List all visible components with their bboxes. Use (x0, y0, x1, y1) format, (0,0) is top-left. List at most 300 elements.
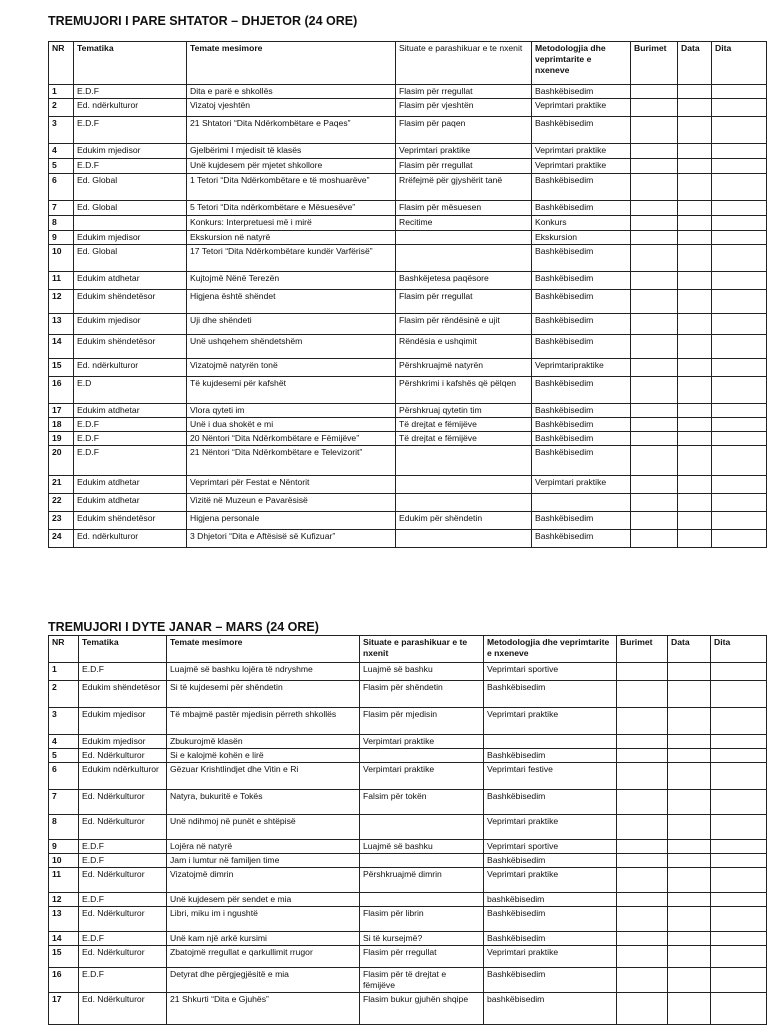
cell-burimet (617, 946, 668, 968)
cell-burimet (631, 231, 678, 245)
cell-tema: Unë kujdesem për mjetet shkollore (187, 159, 396, 174)
cell-metodologjia: Bashkëbisedim (532, 201, 631, 216)
cell-tematika: Edukim mjedisor (74, 144, 187, 159)
cell-tema: Natyra, bukuritë e Tokës (167, 790, 360, 815)
cell-dita (712, 335, 767, 359)
cell-nr: 7 (49, 790, 79, 815)
table-row (49, 681, 767, 708)
header-nr: NR (49, 636, 79, 663)
cell-tematika: E.D.F (79, 893, 167, 907)
cell-nr: 11 (49, 868, 79, 893)
header-dita: Dita (711, 636, 767, 663)
header-tematika: Tematika (74, 42, 187, 85)
cell-tema: 20 Nëntori “Dita Ndërkombëtare e Fëmijëve” (187, 432, 396, 446)
cell-tematika: Ed. Ndërkulturor (79, 946, 167, 968)
cell-situata: Rrëfejmë për gjyshërit tanë (396, 174, 532, 201)
plan-table-q2 (48, 635, 767, 1025)
cell-data (678, 432, 712, 446)
cell-metodologjia: Bashkëbisedim (532, 314, 631, 335)
cell-burimet (617, 840, 668, 854)
cell-data (678, 377, 712, 404)
header-burimet: Burimet (617, 636, 668, 663)
cell-tema: 5 Tetori “Dita ndërkombëtare e Mësuesëve” (187, 201, 396, 216)
cell-nr: 14 (49, 335, 74, 359)
cell-data (678, 231, 712, 245)
cell-dita (712, 99, 767, 117)
cell-tema: Të mbajmë pastër mjedisin përreth shkollës (167, 708, 360, 735)
cell-tematika: Edukim shëndetësor (79, 681, 167, 708)
cell-metodologjia: Veprimtari sportive (484, 840, 617, 854)
cell-nr: 9 (49, 840, 79, 854)
cell-nr: 8 (49, 815, 79, 840)
cell-metodologjia: Bashkëbisedim (484, 681, 617, 708)
cell-tema: Konkurs: Interpretuesi më i mirë (187, 216, 396, 231)
cell-tematika: Edukim mjedisor (79, 708, 167, 735)
cell-tematika: Ed. Ndërkulturor (79, 790, 167, 815)
table-header-row (49, 636, 767, 663)
cell-nr: 1 (49, 85, 74, 99)
cell-tematika: E.D.F (79, 932, 167, 946)
cell-metodologjia: Bashkëbisedim (532, 512, 631, 530)
cell-dita (712, 144, 767, 159)
cell-nr: 5 (49, 159, 74, 174)
cell-dita (711, 735, 767, 749)
cell-nr: 18 (49, 418, 74, 432)
cell-tematika: Edukim shëndetësor (74, 290, 187, 314)
cell-metodologjia: bashkëbisedim (484, 993, 617, 1025)
cell-data (668, 993, 711, 1025)
cell-tema: Lojëra në natyrë (167, 840, 360, 854)
cell-tematika: E.D.F (74, 85, 187, 99)
table-row (49, 201, 767, 216)
cell-tema: Luajmë së bashku lojëra të ndryshme (167, 663, 360, 681)
cell-situata: Përshkruajmë natyrën (396, 359, 532, 377)
cell-nr: 12 (49, 290, 74, 314)
cell-nr: 23 (49, 512, 74, 530)
cell-metodologjia: Bashkëbisedim (532, 418, 631, 432)
cell-situata: Recitime (396, 216, 532, 231)
plan-table-q1 (48, 41, 767, 548)
cell-dita (712, 117, 767, 144)
cell-metodologjia: Veprimtari sportive (484, 663, 617, 681)
cell-situata: Flasim për librin (360, 907, 484, 932)
cell-nr: 4 (49, 144, 74, 159)
cell-tematika: Ed. ndërkulturor (74, 530, 187, 548)
cell-metodologjia: Veprimtari praktike (532, 99, 631, 117)
cell-tema: Unë ushqehem shëndetshëm (187, 335, 396, 359)
cell-situata: Përshkruajmë dimrin (360, 868, 484, 893)
cell-metodologjia: Konkurs (532, 216, 631, 231)
cell-burimet (617, 854, 668, 868)
cell-nr: 15 (49, 946, 79, 968)
cell-nr: 24 (49, 530, 74, 548)
cell-metodologjia: Verpimtari praktike (532, 476, 631, 494)
table-row (49, 763, 767, 790)
table-row (49, 494, 767, 512)
cell-tematika: Edukim ndërkulturor (79, 763, 167, 790)
table-row (49, 840, 767, 854)
cell-dita (711, 708, 767, 735)
cell-burimet (631, 290, 678, 314)
cell-burimet (631, 85, 678, 99)
cell-metodologjia: Ekskursion (532, 231, 631, 245)
cell-data (668, 708, 711, 735)
cell-dita (712, 174, 767, 201)
table-row (49, 290, 767, 314)
cell-dita (712, 418, 767, 432)
cell-data (678, 476, 712, 494)
cell-data (678, 404, 712, 418)
cell-situata: Verpimtari praktike (360, 735, 484, 749)
cell-tema: Zbukurojmë klasën (167, 735, 360, 749)
header-metodologjia: Metodologjia dhe veprimtarite e nxeneve (532, 42, 631, 85)
cell-situata: Flasim për rregullat (360, 946, 484, 968)
cell-tematika: Edukim atdhetar (74, 476, 187, 494)
cell-tema: Unë kam një arkë kursimi (167, 932, 360, 946)
cell-tematika: Ed. Ndërkulturor (79, 868, 167, 893)
cell-metodologjia: Bashkëbisedim (532, 404, 631, 418)
table-row (49, 708, 767, 735)
cell-dita (711, 681, 767, 708)
header-nr: NR (49, 42, 74, 85)
cell-nr: 7 (49, 201, 74, 216)
cell-tematika: Edukim shëndetësor (74, 335, 187, 359)
cell-dita (712, 290, 767, 314)
cell-situata: Përshkruaj qytetin tim (396, 404, 532, 418)
cell-nr: 2 (49, 681, 79, 708)
cell-data (668, 749, 711, 763)
cell-data (668, 946, 711, 968)
cell-dita (711, 907, 767, 932)
cell-tema: Vlora qyteti im (187, 404, 396, 418)
section-1-title: TREMUJORI I PARE SHTATOR – DHJETOR (24 ORE) (48, 14, 358, 28)
header-data: Data (668, 636, 711, 663)
table-row (49, 85, 767, 99)
cell-data (668, 868, 711, 893)
cell-data (668, 854, 711, 868)
cell-tema: Detyrat dhe përgjegjësitë e mia (167, 968, 360, 993)
cell-burimet (631, 144, 678, 159)
table-row (49, 663, 767, 681)
table-row (49, 117, 767, 144)
header-situate: Situate e parashikuar e te nxenit (360, 636, 484, 663)
cell-tema: Vizatojmë natyrën tonë (187, 359, 396, 377)
cell-data (678, 290, 712, 314)
cell-tema: Gëzuar Krishtlindjet dhe Vitin e Ri (167, 763, 360, 790)
cell-metodologjia: Bashkëbisedim (484, 790, 617, 815)
cell-nr: 22 (49, 494, 74, 512)
cell-tema: 1 Tetori “Dita Ndërkombëtare e të moshuarëve” (187, 174, 396, 201)
cell-burimet (631, 530, 678, 548)
cell-burimet (631, 201, 678, 216)
table-row (49, 432, 767, 446)
cell-burimet (631, 359, 678, 377)
cell-burimet (617, 893, 668, 907)
cell-burimet (617, 868, 668, 893)
cell-situata: Flasim për rëndësinë e ujit (396, 314, 532, 335)
cell-tematika: Edukim mjedisor (74, 314, 187, 335)
cell-metodologjia: Bashkëbisedim (532, 85, 631, 99)
cell-data (678, 245, 712, 272)
header-temate: Temate mesimore (167, 636, 360, 663)
cell-burimet (631, 117, 678, 144)
cell-tematika: E.D.F (74, 432, 187, 446)
cell-tema: Libri, miku im i ngushtë (167, 907, 360, 932)
cell-situata (396, 476, 532, 494)
cell-tematika: Ed. Global (74, 174, 187, 201)
cell-data (668, 790, 711, 815)
cell-tema: Kujtojmë Nënë Terezën (187, 272, 396, 290)
cell-tema: Jam i lumtur në familjen time (167, 854, 360, 868)
cell-nr: 10 (49, 854, 79, 868)
cell-burimet (631, 245, 678, 272)
cell-data (678, 446, 712, 476)
cell-dita (711, 663, 767, 681)
cell-tematika: Ed. Ndërkulturor (79, 815, 167, 840)
cell-metodologjia: Veprimtari praktike (484, 946, 617, 968)
cell-data (678, 216, 712, 231)
cell-situata: Edukim për shëndetin (396, 512, 532, 530)
cell-situata (396, 494, 532, 512)
cell-tema: Vizatojmë dimrin (167, 868, 360, 893)
cell-metodologjia: Bashkëbisedim (532, 446, 631, 476)
cell-tema: Higjena është shëndet (187, 290, 396, 314)
table-row (49, 272, 767, 290)
cell-metodologjia: Bashkëbisedim (484, 932, 617, 946)
cell-situata (396, 530, 532, 548)
cell-dita (711, 790, 767, 815)
cell-data (678, 335, 712, 359)
cell-situata (396, 231, 532, 245)
table-row (49, 99, 767, 117)
table-row (49, 144, 767, 159)
cell-tematika: Ed. Global (74, 201, 187, 216)
cell-metodologjia: Bashkëbisedim (484, 907, 617, 932)
header-tematika: Tematika (79, 636, 167, 663)
cell-dita (711, 932, 767, 946)
cell-dita (711, 946, 767, 968)
cell-nr: 21 (49, 476, 74, 494)
cell-burimet (617, 790, 668, 815)
cell-burimet (631, 404, 678, 418)
cell-data (678, 99, 712, 117)
cell-nr: 20 (49, 446, 74, 476)
cell-metodologjia: bashkëbisedim (484, 893, 617, 907)
cell-nr: 3 (49, 117, 74, 144)
cell-tema: Të kujdesemi për kafshët (187, 377, 396, 404)
cell-situata: Falsim për tokën (360, 790, 484, 815)
cell-burimet (631, 314, 678, 335)
table-row (49, 231, 767, 245)
cell-nr: 2 (49, 99, 74, 117)
cell-metodologjia: Bashkëbisedim (532, 530, 631, 548)
cell-dita (711, 854, 767, 868)
table-row (49, 854, 767, 868)
cell-situata: Të drejtat e fëmijëve (396, 432, 532, 446)
table-row (49, 512, 767, 530)
table-row (49, 790, 767, 815)
cell-tematika: E.D.F (79, 840, 167, 854)
cell-tematika: Edukim atdhetar (74, 272, 187, 290)
cell-tema: Gjelbërimi I mjedisit të klasës (187, 144, 396, 159)
cell-data (668, 840, 711, 854)
cell-nr: 6 (49, 174, 74, 201)
cell-dita (712, 272, 767, 290)
cell-dita (711, 840, 767, 854)
cell-nr: 17 (49, 404, 74, 418)
cell-tema: 21 Shkurti “Dita e Gjuhës” (167, 993, 360, 1025)
cell-dita (712, 159, 767, 174)
table-row (49, 893, 767, 907)
cell-nr: 12 (49, 893, 79, 907)
cell-nr: 5 (49, 749, 79, 763)
cell-dita (712, 494, 767, 512)
cell-tematika: Edukim shëndetësor (74, 512, 187, 530)
table-row (49, 404, 767, 418)
cell-situata: Flasim për rregullat (396, 85, 532, 99)
cell-data (678, 144, 712, 159)
cell-tema: 17 Tetori “Dita Ndërkombëtare kundër Varfërisë” (187, 245, 396, 272)
cell-dita (711, 749, 767, 763)
cell-metodologjia: Veprimtari festive (484, 763, 617, 790)
cell-metodologjia: Bashkëbisedim (532, 245, 631, 272)
cell-nr: 15 (49, 359, 74, 377)
cell-tematika: E.D.F (79, 663, 167, 681)
cell-tematika: Edukim atdhetar (74, 494, 187, 512)
cell-burimet (617, 907, 668, 932)
cell-situata (360, 749, 484, 763)
cell-nr: 9 (49, 231, 74, 245)
cell-nr: 17 (49, 993, 79, 1025)
header-dita: Dita (712, 42, 767, 85)
cell-dita (711, 815, 767, 840)
table-row (49, 216, 767, 231)
cell-situata (360, 815, 484, 840)
cell-dita (712, 446, 767, 476)
header-data: Data (678, 42, 712, 85)
header-burimet: Burimet (631, 42, 678, 85)
cell-tematika: Ed. Ndërkulturor (79, 993, 167, 1025)
cell-tematika: E.D.F (79, 854, 167, 868)
cell-dita (712, 231, 767, 245)
cell-nr: 3 (49, 708, 79, 735)
cell-dita (712, 512, 767, 530)
cell-burimet (631, 335, 678, 359)
cell-tematika: Edukim atdhetar (74, 404, 187, 418)
cell-situata (396, 245, 532, 272)
cell-nr: 19 (49, 432, 74, 446)
cell-dita (712, 530, 767, 548)
cell-situata: Verpimtari praktike (360, 763, 484, 790)
cell-dita (711, 868, 767, 893)
cell-data (678, 530, 712, 548)
table-row (49, 377, 767, 404)
cell-tematika (74, 216, 187, 231)
cell-nr: 13 (49, 907, 79, 932)
cell-metodologjia: Bashkëbisedim (532, 335, 631, 359)
cell-burimet (631, 418, 678, 432)
cell-data (678, 159, 712, 174)
cell-data (668, 663, 711, 681)
cell-dita (712, 476, 767, 494)
cell-tematika: E.D.F (74, 159, 187, 174)
cell-dita (711, 893, 767, 907)
cell-burimet (631, 446, 678, 476)
cell-tema: Zbatojmë rregullat e qarkullimit rrugor (167, 946, 360, 968)
cell-data (678, 117, 712, 144)
table-header-row (49, 42, 767, 85)
cell-metodologjia: Veprimtari praktike (532, 144, 631, 159)
cell-data (668, 907, 711, 932)
cell-data (678, 494, 712, 512)
cell-tema: Unë ndihmoj në punët e shtëpisë (167, 815, 360, 840)
table-row (49, 159, 767, 174)
cell-tema: Unë kujdesem për sendet e mia (167, 893, 360, 907)
cell-nr: 10 (49, 245, 74, 272)
cell-tema: Unë i dua shokët e mi (187, 418, 396, 432)
cell-tematika: Ed. ndërkulturor (74, 359, 187, 377)
cell-situata: Flasim për paqen (396, 117, 532, 144)
cell-burimet (631, 272, 678, 290)
cell-data (668, 735, 711, 749)
table-row (49, 815, 767, 840)
section-2-title: TREMUJORI I DYTE JANAR – MARS (24 ORE) (48, 620, 319, 634)
table-row (49, 735, 767, 749)
cell-dita (712, 245, 767, 272)
cell-nr: 13 (49, 314, 74, 335)
cell-dita (711, 993, 767, 1025)
cell-metodologjia: Veprimtari praktike (484, 815, 617, 840)
cell-situata: Luajmë së bashku (360, 663, 484, 681)
cell-burimet (631, 512, 678, 530)
cell-tema: Veprimtari për Festat e Nëntorit (187, 476, 396, 494)
cell-tema: Vizitë në Muzeun e Pavarësisë (187, 494, 396, 512)
cell-tema: Higjena personale (187, 512, 396, 530)
cell-nr: 1 (49, 663, 79, 681)
cell-tematika: Ed. ndërkulturor (74, 99, 187, 117)
cell-situata: Rëndësia e ushqimit (396, 335, 532, 359)
cell-nr: 8 (49, 216, 74, 231)
cell-nr: 16 (49, 377, 74, 404)
cell-tema: Si e kalojmë kohën e lirë (167, 749, 360, 763)
cell-nr: 14 (49, 932, 79, 946)
cell-burimet (631, 174, 678, 201)
cell-dita (712, 404, 767, 418)
cell-nr: 4 (49, 735, 79, 749)
cell-situata: Bashkëjetesa paqësore (396, 272, 532, 290)
cell-nr: 16 (49, 968, 79, 993)
cell-metodologjia: Veprimtari praktike (532, 159, 631, 174)
cell-data (678, 174, 712, 201)
cell-metodologjia: Bashkëbisedim (532, 432, 631, 446)
cell-situata: Flasim për shëndetin (360, 681, 484, 708)
cell-metodologjia: Veprimtari praktike (484, 868, 617, 893)
cell-metodologjia: Bashkëbisedim (484, 749, 617, 763)
cell-burimet (617, 763, 668, 790)
cell-dita (712, 216, 767, 231)
table-row (49, 359, 767, 377)
cell-burimet (617, 968, 668, 993)
cell-situata: Flasim për vjeshtën (396, 99, 532, 117)
cell-data (668, 968, 711, 993)
table-row (49, 530, 767, 548)
table-row (49, 245, 767, 272)
cell-dita (712, 314, 767, 335)
cell-tematika: E.D.F (74, 446, 187, 476)
table-row (49, 946, 767, 968)
cell-tema: 21 Shtatori “Dita Ndërkombëtare e Paqes” (187, 117, 396, 144)
cell-tematika: Ed. Ndërkulturor (79, 907, 167, 932)
